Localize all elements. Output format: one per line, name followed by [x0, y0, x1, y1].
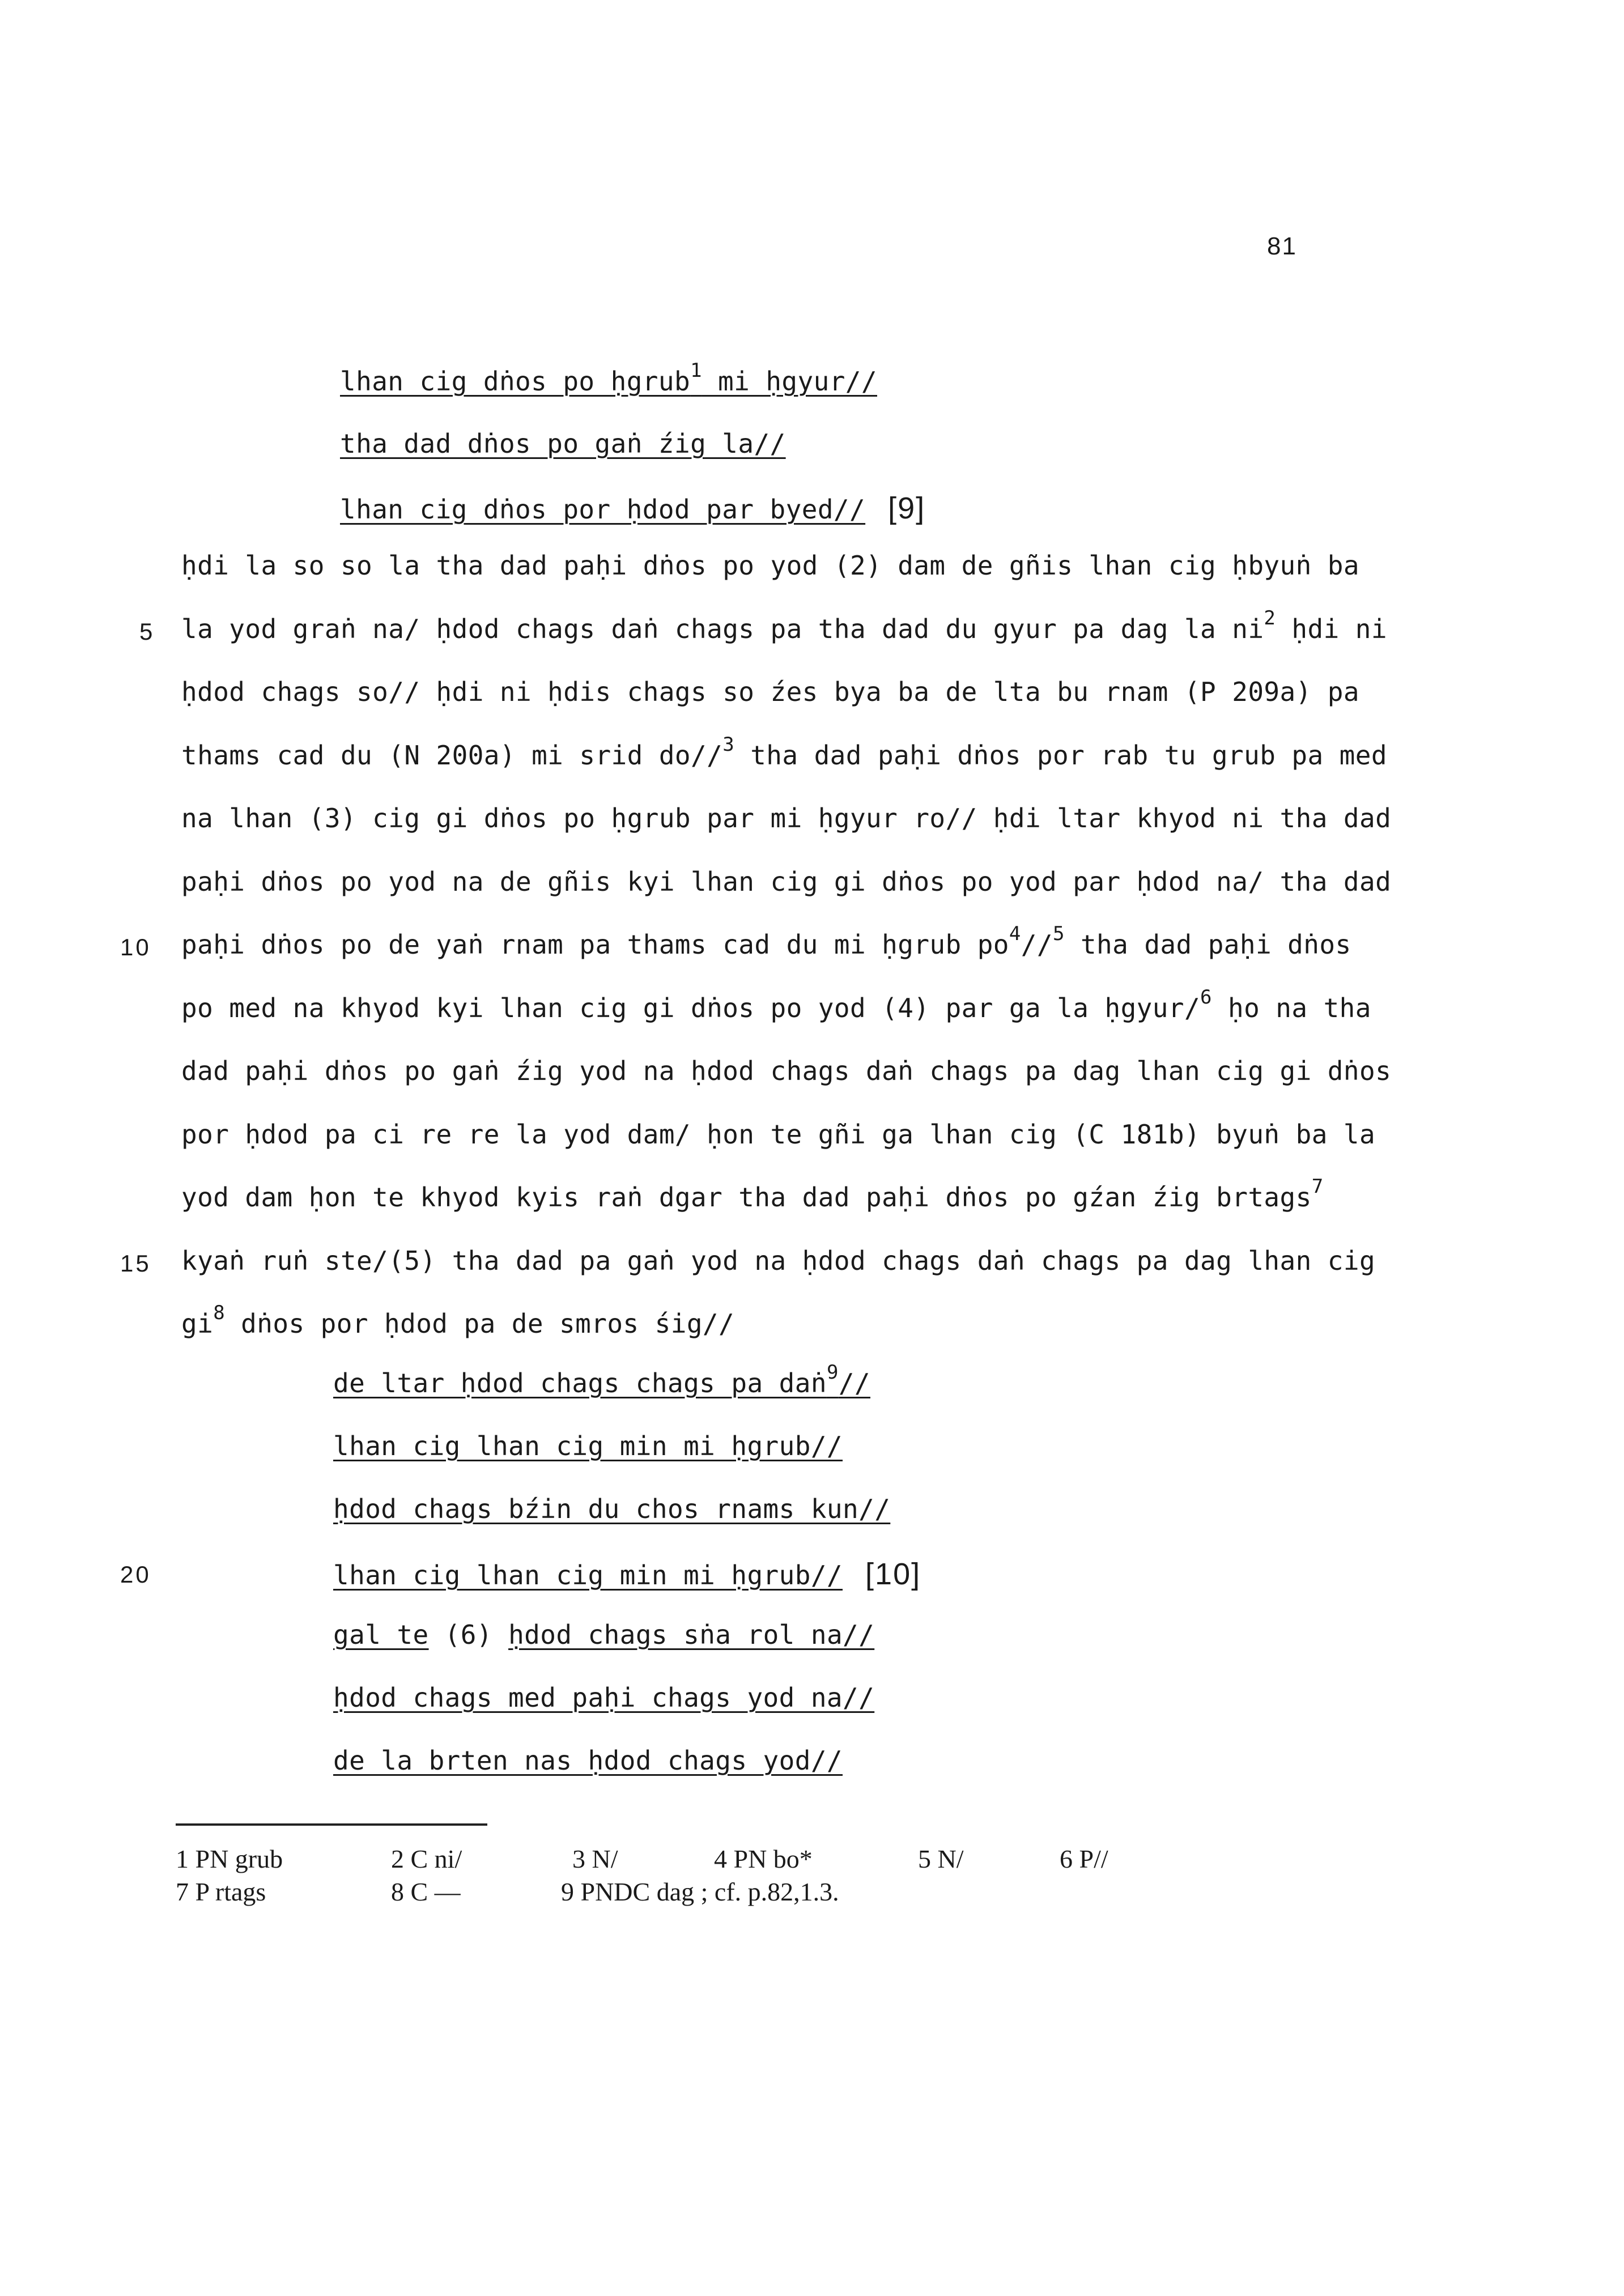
verse-text: gal te	[333, 1619, 429, 1650]
prose-line: thams cad du (N 200a) mi srid do//$^3$ tha dad paḥi dṅos por rab tu grub pa med	[181, 733, 1387, 771]
verse-text: de la brten nas ḥdod chags yod//	[333, 1745, 843, 1776]
verse-text: de ltar ḥdod chags chags pa daṅ$^9$//	[333, 1361, 871, 1398]
footnote-marker: 1	[690, 359, 702, 382]
prose-line: yod dam ḥon te khyod kyis raṅ dgar tha dad paḥi dṅos po gźan źig brtags$^7$	[181, 1175, 1324, 1213]
line-number: 10	[120, 934, 151, 960]
prose-line: por ḥdod pa ci re re la yod dam/ ḥon te gñi ga lhan cig (C 181b) byuṅ ba la	[181, 1119, 1376, 1150]
verse-top-line	[340, 359, 877, 397]
prose-line: la yod graṅ na/ ḥdod chags daṅ chags pa tha dad du gyur pa dag la ni$^2$ ḥdi ni	[181, 607, 1387, 644]
line-number: 5	[139, 618, 155, 645]
prose-line: kyaṅ ruṅ ste/(5) tha dad pa gaṅ yod na ḥdod chags daṅ chags pa dag lhan cig	[181, 1245, 1376, 1276]
verse-bottom-line	[333, 1433, 843, 1459]
verse-top-line	[340, 493, 925, 524]
verse-text: tha dad dṅos po gaṅ źig la//	[340, 428, 786, 459]
footnote-8: 8 C —	[391, 1877, 461, 1906]
footnote-marker: 5	[1052, 922, 1065, 945]
prose-line: ḥdod chags so// ḥdi ni ḥdis chags so źes bya ba de lta bu rnam (P 209a) pa	[181, 677, 1359, 707]
verse-bottom-line	[333, 1361, 871, 1398]
verse-text: ḥdod chags bźin du chos rnams kun//	[333, 1494, 891, 1524]
page-number: 81	[1267, 232, 1297, 260]
verse-bottom-line	[333, 1496, 890, 1522]
footnote-row-2	[176, 1877, 839, 1983]
footnote-rule	[176, 1823, 487, 1826]
footnote-marker: 2	[1264, 607, 1276, 630]
verse-text: lhan cig lhan cig min mi ḥgrub//	[333, 1560, 843, 1591]
prose-line: paḥi dṅos po de yaṅ rnam pa thams cad du mi ḥgrub po$^4$//$^5$ tha dad paḥi dṅos	[181, 922, 1351, 960]
verse-bottom-line	[333, 1747, 843, 1774]
verse-number: [9]	[888, 491, 926, 525]
footnote-marker: 9	[826, 1361, 839, 1384]
footnote-marker: 6	[1200, 986, 1212, 1009]
prose-line: ḥdi la so so la tha dad paḥi dṅos po yod (2) dam de gñis lhan cig ḥbyuṅ ba	[181, 550, 1359, 581]
footnote-marker: 7	[1311, 1175, 1324, 1198]
footnote-1: 1 PN grub	[176, 1844, 283, 1873]
verse-text: lhan cig dṅos por ḥdod par byed//	[340, 494, 866, 525]
verse-text: lhan cig lhan cig min mi ḥgrub//	[333, 1431, 843, 1461]
verse-bottom-line: gal te (6) ḥdod chags sṅa rol na//	[333, 1619, 875, 1650]
verse-top-line	[340, 428, 786, 459]
prose-line: gi$^8$ dṅos por ḥdod pa de smros śig//	[181, 1302, 735, 1339]
prose-line: paḥi dṅos po yod na de gñis kyi lhan cig gi dṅos po yod par ḥdod na/ tha dad	[181, 866, 1392, 897]
footnote-marker: 4	[1009, 922, 1021, 945]
verse-bottom-line	[333, 1559, 921, 1589]
line-number: 20	[120, 1561, 151, 1588]
footnote-9: 9 PNDC dag ; cf. p.82,1.3.	[561, 1877, 839, 1906]
footnote-4: 4 PN bo*	[714, 1844, 813, 1873]
footnote-7: 7 P rtags	[176, 1877, 266, 1906]
line-number: 15	[120, 1250, 151, 1277]
verse-text: ḥdod chags sṅa rol na//	[508, 1619, 875, 1650]
verse-text: lhan cig dṅos po ḥgrub$^1$ mi ḥgyur//	[340, 359, 877, 397]
verse-text: ḥdod chags med paḥi chags yod na//	[333, 1682, 875, 1713]
footnote-marker: 3	[722, 733, 735, 756]
footnote-5: 5 N/	[918, 1844, 964, 1873]
prose-line: dad paḥi dṅos po gaṅ źig yod na ḥdod chags daṅ chags pa dag lhan cig gi dṅos	[181, 1056, 1392, 1086]
footnote-marker: 8	[213, 1302, 226, 1324]
prose-line: na lhan (3) cig gi dṅos po ḥgrub par mi ḥgyur ro// ḥdi ltar khyod ni tha dad	[181, 803, 1392, 834]
footnote-3: 3 N/	[572, 1844, 618, 1873]
prose-line: po med na khyod kyi lhan cig gi dṅos po yod (4) par ga la ḥgyur/$^6$ ḥo na tha	[181, 986, 1371, 1023]
verse-number: [10]	[865, 1557, 921, 1591]
footnote-6: 6 P//	[1060, 1844, 1108, 1873]
verse-bottom-line	[333, 1682, 875, 1713]
footnote-2: 2 C ni/	[391, 1844, 462, 1873]
